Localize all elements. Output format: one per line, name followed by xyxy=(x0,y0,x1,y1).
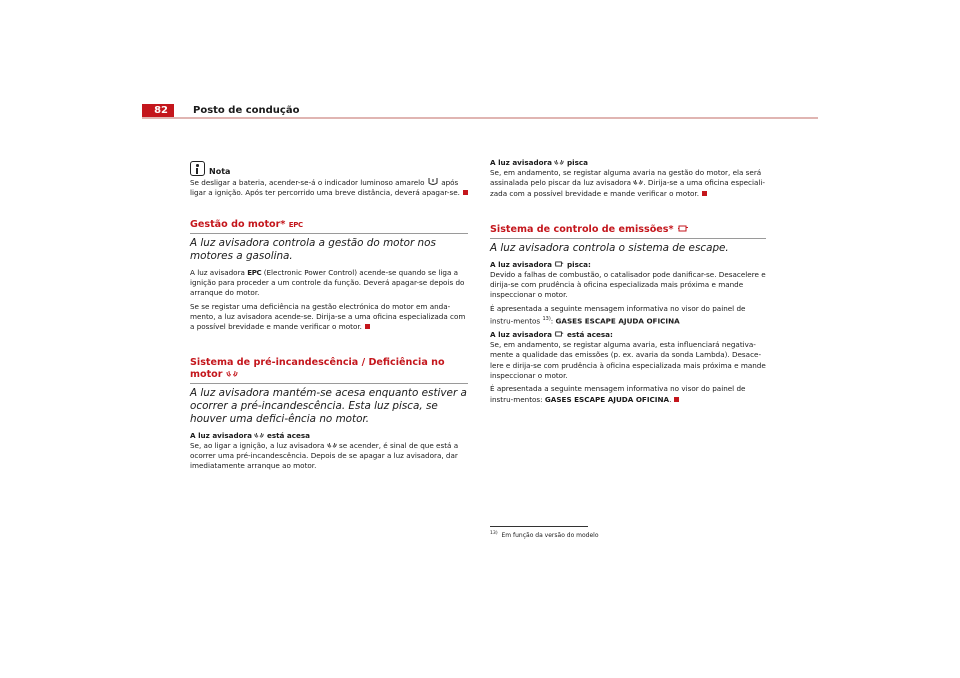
end-mark xyxy=(674,397,679,402)
header-rule xyxy=(142,117,818,119)
glow-plug-icon xyxy=(554,159,564,166)
footnote-reference: 13) xyxy=(542,316,551,323)
emissions-icon xyxy=(554,330,564,338)
battery-light-icon xyxy=(427,177,439,186)
subheading-emissions-lit: A luz avisadora está acesa: xyxy=(490,330,613,339)
display-message: GASES ESCAPE AJUDA OFICINA xyxy=(544,394,670,404)
section-intro-glow: A luz avisadora mantém-se acesa enquanto estiver a ocorrer a pré-incandescência. Esta luz pisca, se houver uma defici-ência no motor. xyxy=(190,386,467,426)
note-title: Nota xyxy=(209,167,231,176)
page-number: 82 xyxy=(142,104,174,118)
subheading-glow-lit: A luz avisadora está acesa xyxy=(190,430,311,440)
section-intro-emissions: A luz avisadora controla o sistema de escape. xyxy=(490,242,729,255)
paragraph: É apresentada a seguinte mensagem informativa no visor do painel de instru-mentos: GASES ESCAPE AJUDA OFICINA. xyxy=(490,384,746,404)
section-heading-emissions: Sistema de controlo de emissões* xyxy=(490,224,766,239)
footnote: $^{13)}$ Em função da versão do modelo xyxy=(490,531,599,539)
emissions-icon xyxy=(677,224,689,233)
note-header xyxy=(190,158,468,176)
footnote-rule xyxy=(490,526,588,527)
section-intro-engine: A luz avisadora controla a gestão do motor nos motores a gasolina. xyxy=(190,236,436,263)
glow-plug-icon xyxy=(327,442,337,449)
section-heading-glow: Sistema de pré-incandescência / Deficiência no motor xyxy=(190,357,468,384)
end-mark xyxy=(365,324,370,329)
glow-plug-icon xyxy=(226,370,238,378)
glow-plug-icon xyxy=(254,432,264,439)
paragraph: Se, em andamento, se registar alguma avaria, esta influenciará negativa-mente a qualidade das emissões (p. ex. avaria da sonda Lambda). Desace-lere e dirija-se com prudência à oficina especializada mais próxima e mande inspeccionar o motor. xyxy=(490,340,766,380)
left-column xyxy=(190,158,468,475)
epc-icon: EPC xyxy=(247,268,262,277)
epc-icon: EPC xyxy=(288,220,303,229)
display-message: GASES ESCAPE AJUDA OFICINA xyxy=(555,316,680,326)
paragraph: A luz avisadora EPC (Electronic Power Control) acende-se quando se liga a ignição para proceder a um controle da função. Deverá apagar-se depois do arranque do motor. xyxy=(190,267,465,298)
glow-plug-icon xyxy=(633,179,643,186)
paragraph: É apresentada a seguinte mensagem informativa no visor do painel de instru-mentos $^{13)}$: GASES ESCAPE AJUDA OFICINA xyxy=(490,303,746,326)
page-title: Posto de condução xyxy=(193,105,300,116)
info-note-icon xyxy=(190,161,205,176)
subheading-emissions-blink: A luz avisadora pisca: xyxy=(490,259,591,269)
paragraph: Se, em andamento, se registar alguma avaria na gestão do motor, ela será assinalada pelo piscar da luz avisadora . Dirija-se a uma oficina especiali-zada com a possível brevidade e mande verificar o motor. xyxy=(490,168,766,198)
paragraph: Se se registar uma deficiência na gestão electrónica do motor em anda-mento, a luz avisadora acende-se. Dirija-se a uma oficina especializada com a possível brevidade e mande verificar o motor. xyxy=(190,301,466,332)
emissions-icon xyxy=(554,260,564,268)
right-column xyxy=(490,158,766,408)
end-mark xyxy=(463,190,468,195)
note-text: Se desligar a bateria, acender-se-á o indicador luminoso amarelo após ligar a ignição. Após ter percorrido uma breve distância, deverá apagar-se. xyxy=(190,177,468,198)
subheading-glow-blink: A luz avisadora pisca xyxy=(490,158,588,167)
end-mark xyxy=(702,191,707,196)
paragraph: Se, ao ligar a ignição, a luz avisadora se acender, é sinal de que está a ocorrer uma pré-incandescência. Depois de se apagar a luz avisadora, dar imediatamente arranque ao motor. xyxy=(190,441,459,471)
section-heading-engine: Gestão do motor* EPC xyxy=(190,219,468,234)
paragraph: Devido a falhas de combustão, o catalisador pode danificar-se. Desacelere e dirija-se com prudência à oficina especializada mais próxima e mande inspeccionar o motor. xyxy=(490,269,766,300)
